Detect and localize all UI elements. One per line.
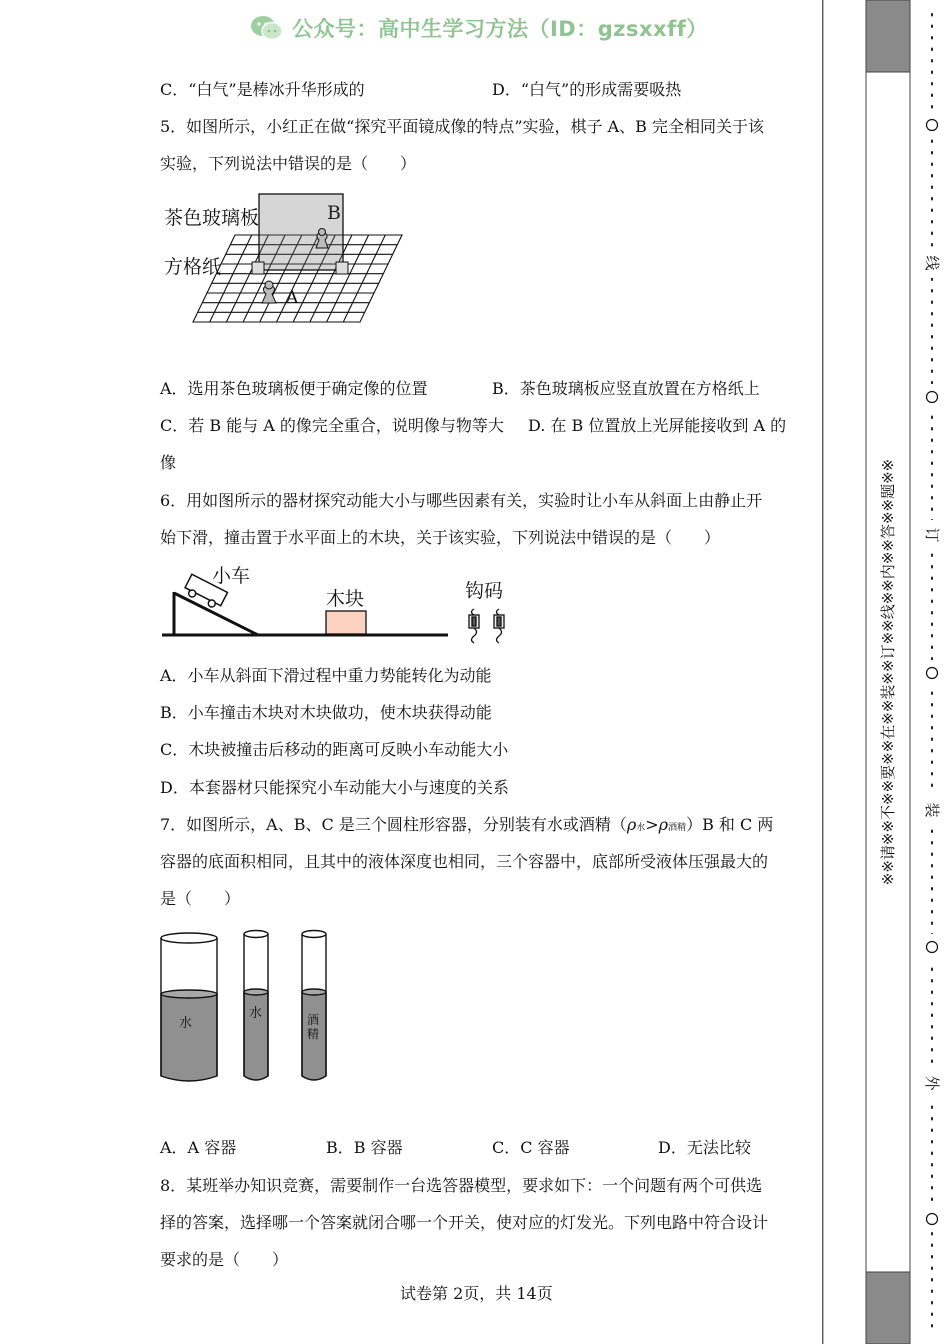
- binding-margin: [822, 0, 950, 1344]
- margin-notice: ※※请※※不※※要※※在※※装※※订※※线※※内※※答※※题※※: [879, 458, 897, 886]
- q6-option-c: C．木块被撞击后移动的距离可反映小车动能大小: [160, 740, 509, 759]
- label-piece-b: B: [327, 202, 341, 224]
- greater-than: >: [645, 815, 659, 834]
- mirror-experiment-figure: [160, 190, 410, 330]
- q7-option-d: D．无法比较: [658, 1138, 751, 1157]
- q7-stem-line1-b: ）B 和 C 两: [686, 815, 774, 834]
- q4-option-d: D．“白气”的形成需要吸热: [492, 80, 682, 99]
- label-alcohol-c-1: 酒: [307, 1013, 320, 1027]
- q6-option-b: B．小车撞击木块对木块做功，使木块获得动能: [160, 703, 492, 722]
- binding-circle: [927, 120, 938, 131]
- label-alcohol-c-2: 精: [307, 1027, 320, 1041]
- q4-option-c: C．“白气”是棒冰升华形成的: [160, 80, 365, 99]
- kinetic-energy-figure: [160, 562, 522, 662]
- label-pack: 装: [923, 802, 941, 818]
- q5-option-a: A．选用茶色玻璃板便于确定像的位置: [160, 379, 428, 398]
- subscript-water: 水: [636, 823, 646, 833]
- q5-stem-line1: 5．如图所示，小红正在做“探究平面镜成像的特点”实验，棋子 A、B 完全相同关于该: [160, 117, 765, 136]
- q8-stem-line1: 8．某班举办知识竞赛，需要制作一台选答器模型，要求如下：一个问题有两个可供选: [160, 1176, 763, 1195]
- q6-stem-line1: 6．用如图所示的器材探究动能大小与哪些因素有关，实验时让小车从斜面上由静止开: [160, 491, 763, 510]
- q6-option-a: A．小车从斜面下滑过程中重力势能转化为动能: [160, 666, 492, 685]
- page-footer: 试卷第 2页，共 14页: [400, 1284, 553, 1303]
- subscript-alcohol: 酒精: [668, 823, 687, 833]
- label-grid-paper: 方格纸: [164, 256, 222, 278]
- rho-symbol: ρ: [626, 815, 637, 834]
- q6-stem-line2: 始下滑，撞击置于水平面上的木块，关于该实验，下列说法中错误的是（ ）: [160, 528, 721, 547]
- label-outer: 外: [923, 1075, 941, 1091]
- wechat-icon: [250, 14, 284, 42]
- label-tinted-glass: 茶色玻璃板: [164, 207, 260, 229]
- q6-option-d: D．本套器材只能探究小车动能大小与速度的关系: [160, 778, 509, 797]
- q8-stem-line3: 要求的是（ ）: [160, 1250, 289, 1269]
- q5-option-d: D. 在 B 位置放上光屏能接收到 A 的: [528, 416, 787, 435]
- q8-stem-line2: 择的答案，选择哪一个答案就闭合哪一个开关，使对应的灯发光。下列电路中符合设计: [160, 1213, 769, 1232]
- binding-circle: [927, 668, 938, 679]
- binding-circle: [927, 1214, 938, 1225]
- q7-option-c: C．C 容器: [492, 1138, 570, 1157]
- q5-option-b: B．茶色玻璃板应竖直放置在方格纸上: [492, 379, 760, 398]
- watermark: [250, 12, 708, 44]
- label-water-b: 水: [249, 1006, 263, 1021]
- label-car: 小车: [212, 565, 251, 587]
- watermark-text: 公众号：高中生学习方法（ID：gzsxxff）: [292, 17, 708, 41]
- label-wood-block: 木块: [326, 588, 365, 610]
- binding-circle: [927, 942, 938, 953]
- q7-stem-line3: 是（ ）: [160, 889, 241, 908]
- q7-stem-line1: [160, 815, 773, 838]
- q7-option-a: A．A 容器: [160, 1138, 237, 1157]
- q5-option-c: C．若 B 能与 A 的像完全重合，说明像与物等大: [160, 416, 504, 435]
- label-hook-weights: 钩码: [465, 580, 504, 602]
- label-line: 线: [923, 255, 941, 271]
- q7-stem-line2: 容器的底面积相同，且其中的液体深度也相同，三个容器中，底部所受液体压强最大的: [160, 852, 769, 871]
- label-bind: 订: [923, 527, 941, 543]
- q5-option-d-wrap: 像: [160, 453, 177, 472]
- label-piece-a: A: [286, 288, 299, 308]
- label-water-a: 水: [179, 1016, 193, 1031]
- binding-circle: [927, 392, 938, 403]
- q5-stem-line2: 实验，下列说法中错误的是（ ）: [160, 154, 417, 173]
- rho-symbol-2: ρ: [658, 815, 669, 834]
- q7-stem-line1-a: 7．如图所示，A、B、C 是三个圆柱形容器，分别装有水或酒精（: [160, 815, 627, 834]
- q7-option-b: B．B 容器: [326, 1138, 403, 1157]
- containers-figure: [156, 926, 336, 1088]
